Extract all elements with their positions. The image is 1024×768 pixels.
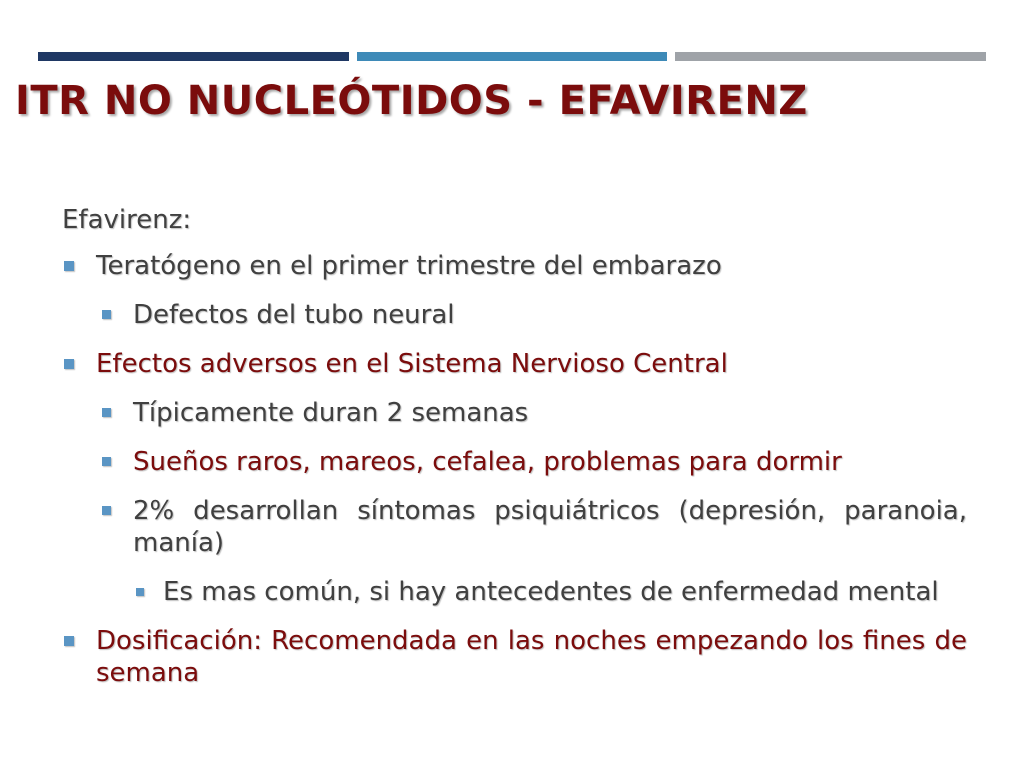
bullet-text: Sueños raros, mareos, cefalea, problemas para dormir [133,447,842,477]
square-bullet-icon [64,359,74,369]
bullet-text: Es mas común, si hay antecedentes de enfermedad mental [163,577,939,607]
accent-bar-gray [675,52,986,61]
slide-body [62,204,967,706]
square-bullet-icon [64,636,74,646]
bullet-text: Dosificación: Recomendada en las noches empezando los fines de semana [96,626,967,688]
sub-bullet-item [62,446,967,478]
square-bullet-icon [102,310,111,319]
accent-bar-navy [38,52,349,61]
square-bullet-icon [102,506,111,515]
bullet-text: Típicamente duran 2 semanas [133,398,529,428]
square-bullet-icon [102,457,111,466]
accent-bar-blue [357,52,667,61]
bullet-item [62,348,967,380]
bullet-text: Efectos adversos en el Sistema Nervioso Central [96,349,728,379]
square-bullet-icon [64,261,74,271]
bullet-item [62,250,967,282]
sub-bullet-item [62,397,967,429]
bullet-text: Teratógeno en el primer trimestre del embarazo [96,251,722,281]
sub-sub-bullet-item [62,576,967,608]
sub-bullet-item [62,299,967,331]
square-bullet-icon [136,588,144,596]
bullet-text: Defectos del tubo neural [133,300,455,330]
intro-label: Efavirenz: [62,205,192,235]
square-bullet-icon [102,408,111,417]
sub-bullet-item [62,495,967,559]
bullet-text: 2% desarrollan síntomas psiquiátricos (depresión, paranoia, manía) [133,496,967,558]
bullet-item [62,625,967,689]
slide-title: ITR NO NUCLEÓTIDOS - EFAVIRENZ [15,78,808,124]
